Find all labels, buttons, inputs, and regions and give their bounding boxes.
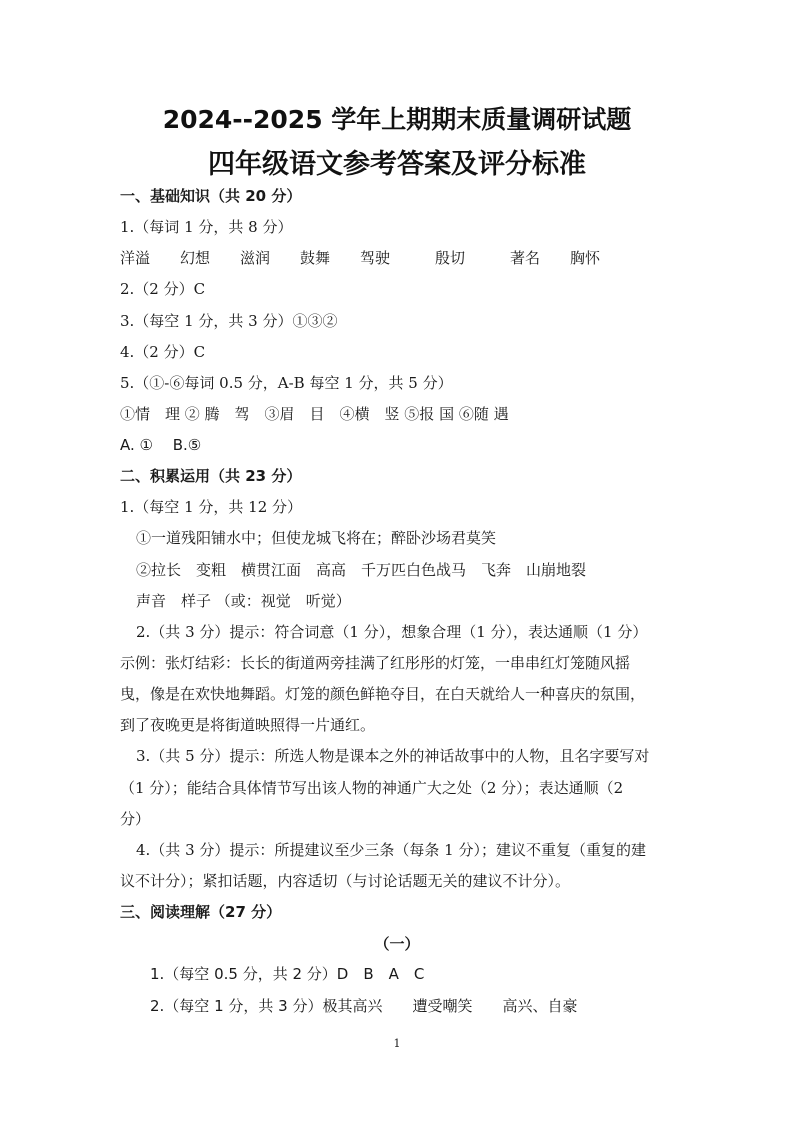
question-2-1-answer-1: ①一道残阳铺水中；但使龙城飞将在；醉卧沙场君莫笑 <box>136 529 497 547</box>
question-2-1: 1.（每空 1 分，共 12 分） <box>120 498 303 516</box>
page-number: 1 <box>393 1037 401 1050</box>
question-1-4: 4.（2 分）C <box>120 343 206 361</box>
document-subtitle: 四年级语文参考答案及评分标准 <box>208 149 586 180</box>
question-2-2-example-1: 示例：张灯结彩：长长的街道两旁挂满了红彤彤的灯笼，一串串红灯笼随风摇 <box>120 654 631 672</box>
question-2-3-cont-1: （1 分）；能结合具体情节写出该人物的神通广大之处（2 分）；表达通顺（2 <box>120 779 624 797</box>
question-1-1: 1.（每词 1 分，共 8 分） <box>120 218 293 236</box>
question-2-2-example-2: 曳，像是在欢快地舞蹈。灯笼的颜色鲜艳夺目，在白天就给人一种喜庆的氛围， <box>120 685 646 703</box>
question-1-2: 2.（2 分）C <box>120 280 206 298</box>
question-2-3-cont-2: 分） <box>120 810 151 828</box>
question-2-4: 4.（共 3 分）提示：所提建议至少三条（每条 1 分）；建议不重复（重复的建 <box>136 841 646 859</box>
section-heading-reading: 三、阅读理解（27 分） <box>120 903 282 921</box>
question-2-1-answer-2: ②拉长 变粗 横贯江面 高高 千万匹白色战马 飞奔 山崩地裂 <box>136 561 587 579</box>
section-heading-basic-knowledge: 一、基础知识（共 20 分） <box>120 187 302 205</box>
document-title: 2024--2025 学年上期期末质量调研试题 <box>162 105 632 134</box>
question-1-3: 3.（每空 1 分，共 3 分）①③② <box>120 312 338 330</box>
section-heading-accumulation: 二、积累运用（共 23 分） <box>120 467 302 485</box>
question-1-5-answer: ①情 理 ② 腾 驾 ③眉 目 ④横 竖 ⑤报 国 ⑥随 遇 <box>120 405 509 423</box>
question-3-2: 2.（每空 1 分，共 3 分）极其高兴 遭受嘲笑 高兴、自豪 <box>150 997 578 1015</box>
reading-part-1-heading: （一） <box>374 935 420 953</box>
question-3-1: 1.（每空 0.5 分，共 2 分）D B A C <box>150 965 425 983</box>
question-2-2: 2.（共 3 分）提示：符合词意（1 分），想象合理（1 分），表达通顺（1 分） <box>136 623 648 641</box>
question-2-4-cont: 议不计分）；紧扣话题，内容适切（与讨论话题无关的建议不计分）。 <box>120 872 571 890</box>
question-1-5: 5.（①-⑥每词 0.5 分，A-B 每空 1 分，共 5 分） <box>120 374 453 392</box>
question-2-3: 3.（共 5 分）提示：所选人物是课本之外的神话故事中的人物，且名字要写对 <box>136 747 650 765</box>
question-1-5-ab: A. ① B.⑤ <box>120 436 202 454</box>
question-2-1-answer-3: 声音 样子 （或：视觉 听觉） <box>136 592 351 610</box>
question-2-2-example-3: 到了夜晚更是将街道映照得一片通红。 <box>120 716 376 734</box>
question-1-1-answer: 洋溢 幻想 滋润 鼓舞 驾驶 殷切 著名 胸怀 <box>120 249 601 267</box>
